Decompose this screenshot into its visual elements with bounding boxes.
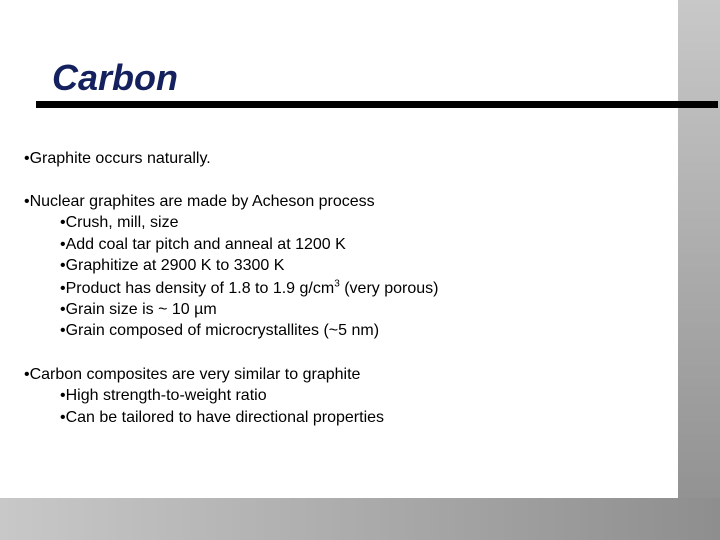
bullet-text: •Product has density of 1.8 to 1.9 g/cm [60,280,335,297]
sub-bullet [60,279,438,299]
sub-bullet: •Graphitize at 2900 K to 3300 K [60,257,285,274]
sub-bullet: •Grain composed of microcrystallites (~5 nm) [60,322,380,339]
sub-bullet: •Crush, mill, size [60,214,179,231]
sub-bullet: •Grain size is ~ 10 µm [60,301,217,318]
bullet: •Graphite occurs naturally. [24,150,211,167]
sub-bullet: •High strength-to-weight ratio [60,387,267,404]
title-divider [36,101,718,108]
bullet: •Carbon composites are very similar to graphite [24,366,361,383]
bullet: •Nuclear graphites are made by Acheson process [24,193,375,210]
sub-bullet: •Can be tailored to have directional properties [60,409,385,426]
superscript: 3 [334,278,340,290]
decorative-right-bar [678,0,720,540]
decorative-bottom-bar [0,498,720,540]
bullet-text: (very porous) [339,280,439,297]
sub-bullet: •Add coal tar pitch and anneal at 1200 K [60,236,346,253]
slide-title: Carbon [52,57,178,98]
